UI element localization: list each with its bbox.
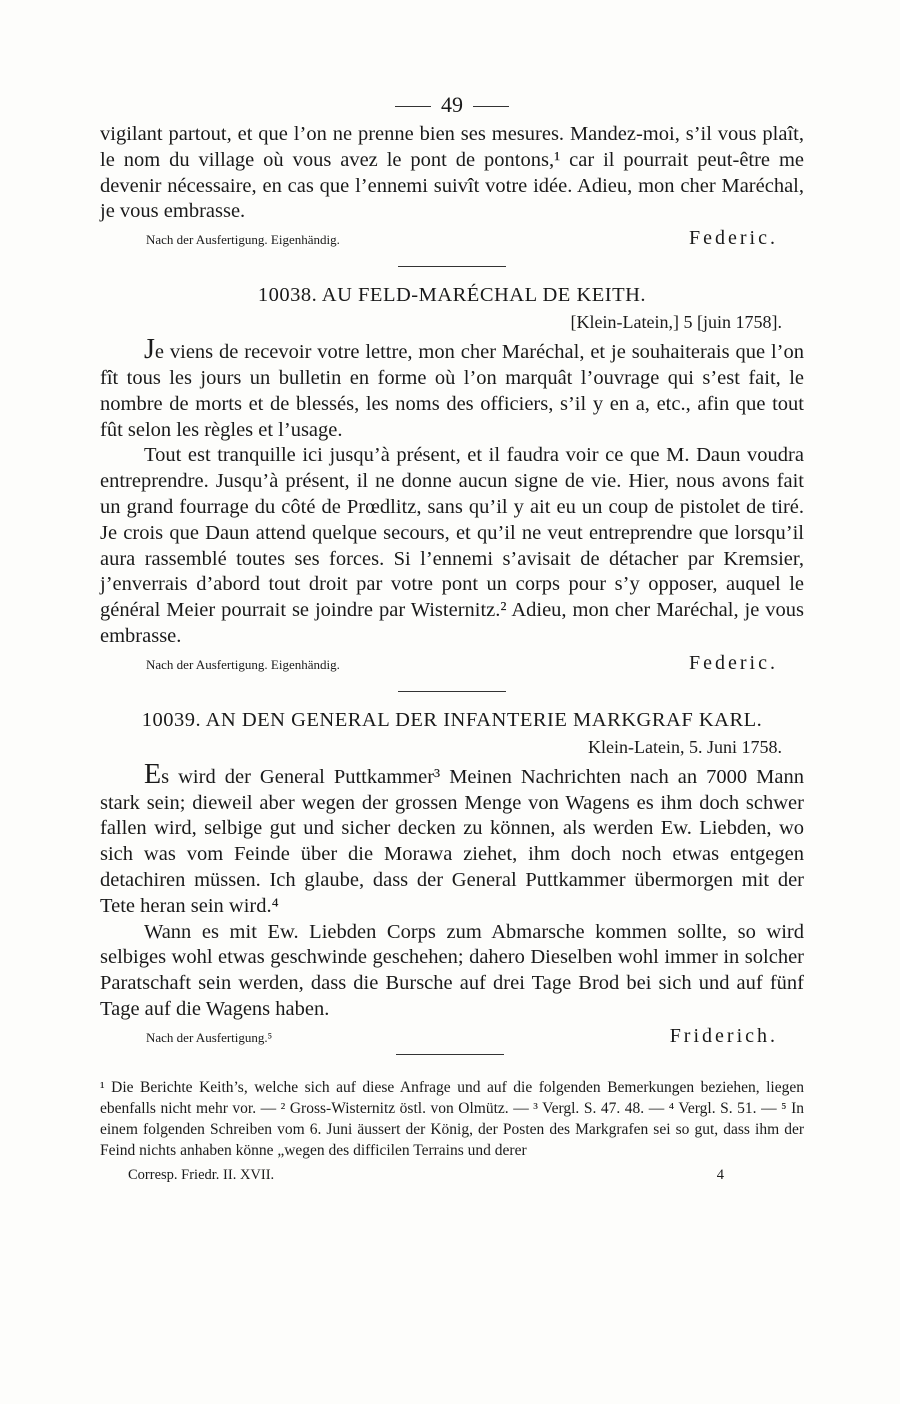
footnote-separator-rule	[396, 1054, 504, 1055]
letter-10038-closing	[100, 652, 804, 675]
page-footer	[100, 1167, 804, 1184]
separator-rule	[398, 691, 506, 692]
letter-10038-signature: Federic.	[689, 651, 778, 674]
page-number-dash-right	[473, 106, 509, 107]
separator-rule	[398, 266, 506, 267]
letter-10038-heading: 10038. AU FELD-MARÉCHAL DE KEITH.	[257, 284, 647, 307]
intro-signature: Federic.	[689, 227, 778, 250]
letter-10039-paragraph-1	[100, 758, 804, 920]
footer-sheet-number: 4	[716, 1166, 724, 1183]
footer-signature-mark: Corresp. Friedr. II. XVII.	[128, 1166, 275, 1183]
intro-paragraph: vigilant partout, et que l’on ne prenne bien ses mesures. Mandez-moi, s’il vous plaît, le nom du village où vous avez le pont de pontons,¹ car il pourrait peut-être me devenir nécessaire, en cas que l’ennemi suivît votre idée. Adieu, mon cher Maréchal, je vous embrasse.	[100, 123, 804, 223]
letter-10038-initial: J	[144, 334, 155, 366]
letter-10039-heading: 10039. AN DEN GENERAL DER INFANTERIE MARKGRAF KARL.	[141, 708, 763, 731]
page-number-dash-left	[395, 106, 431, 107]
letter-10039-signature: Friderich.	[669, 1024, 778, 1047]
page-number	[100, 88, 804, 122]
letter-10038-paragraph-1-text: e viens de recevoir votre lettre, mon cher Maréchal, et je souhaiterais que l’on fît tous les jours un bulletin en forme où l’on marquât l’ouvrage qui s’est fait, le nombre de morts et de blessés, les noms des officiers, s’il y en a, etc., afin que tout fût selon les règles et l’usage.	[100, 341, 804, 441]
letter-10039-dateline: Klein-Latein, 5. Juni 1758.	[588, 736, 782, 757]
letter-10038-paragraph-2: Tout est tranquille ici jusqu’à présent, et il faudra voir ce que M. Daun voudra entreprendre. Jusqu’à présent, il ne donne aucun signe de vie. Hier, nous avons fait un grand fourrage du côté de Prœdlitz, sans qu’il y ait eu un coup de pistolet de tiré. Je crois que Daun attend quelque secours, et qu’il ne veut entreprendre que lorsqu’il aura rassemblé toutes ses forces. Si l’ennemi s’avisait de détacher par Kremsier, j’enverrais d’abord tout droit par votre pont un corps pour s’y opposer, auquel le général Meier pourrait se joindre par Wisternitz.² Adieu, mon cher Maréchal, je vous embrasse.	[100, 444, 804, 647]
letter-10039-closing	[100, 1025, 804, 1048]
intro-closing	[100, 227, 804, 250]
document-page	[100, 88, 804, 1184]
letter-10038-dateline: [Klein-Latein,] 5 [juin 1758].	[570, 312, 782, 333]
letter-10039-source-note: Nach der Ausfertigung.⁵	[146, 1029, 273, 1045]
letter-10038-paragraph-1	[100, 334, 804, 443]
letter-10039-paragraph-2: Wann es mit Ew. Liebden Corps zum Abmarsche kommen sollte, so wird selbiges wohl etwas geschwinde geschehen; dahero Dieselben wohl immer in solcher Paratschaft sein werden, dass die Bursche auf drei Tage Brod bei sich und auf fünf Tage auf die Wagens haben.	[100, 920, 804, 1020]
letter-10038-source-note: Nach der Ausfertigung. Eigenhändig.	[146, 656, 340, 672]
intro-source-note: Nach der Ausfertigung. Eigenhändig.	[146, 232, 340, 248]
letter-10039-paragraph-1-text: s wird der General Puttkammer³ Meinen Nachrichten nach an 7000 Mann stark sein; dieweil aber wegen der grossen Menge von Wagens es ihm doch schwer fallen wird, selbige gut und sicher decken zu können, als werden Ew. Liebden, wo sich was vom Feinde über die Morawa ziehet, ihm doch noch etwas entgegen detachiren müssen. Ich glaube, dass der General Puttkammer übermorgen mit der Tete heran sein wird.⁴	[100, 765, 804, 917]
letter-10039-initial: E	[144, 758, 162, 790]
page-number-text: 49	[441, 92, 463, 117]
footnotes: ¹ Die Berichte Keith’s, welche sich auf diese Anfrage und auf die folgenden Bemerkungen beziehen, liegen ebenfalls nicht mehr vor. — ² Gross-Wisternitz östl. von Olmütz. — ³ Vergl. S. 47. 48. — ⁴ Vergl. S. 51. — ⁵ In einem folgenden Schreiben vom 6. Juni äussert der König, der Posten des Markgrafen sei so gut, dass ihm der Feind nichts anhaben könne „wegen des difficilen Terrains und derer	[100, 1078, 804, 1159]
